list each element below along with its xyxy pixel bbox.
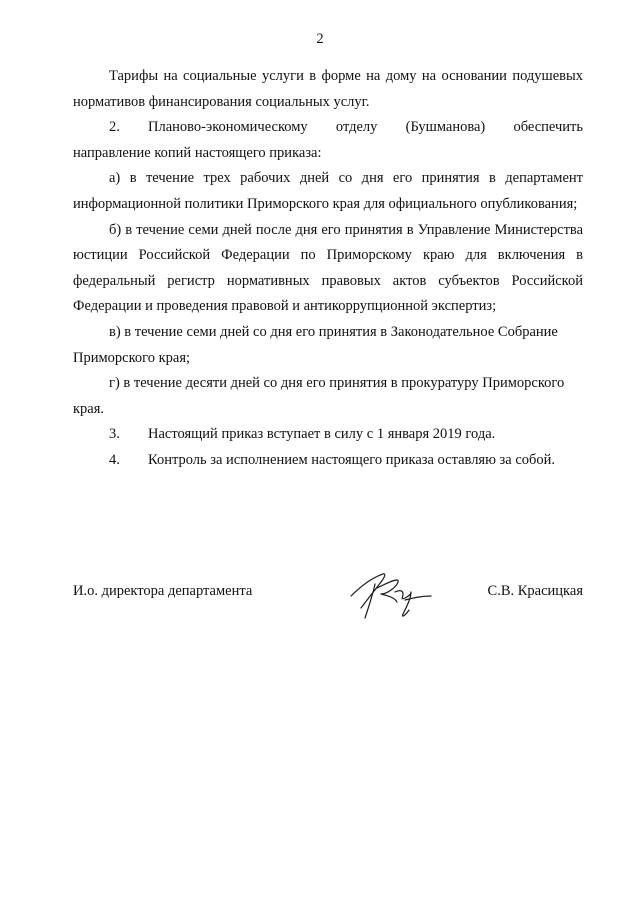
item-text: Контроль за исполнением настоящего приказа оставляю за собой. [148, 451, 556, 468]
item-text: Настоящий приказ вступает в силу с 1 января 2019 года. [148, 426, 496, 443]
signatory-title: И.о. директора департамента [73, 583, 253, 599]
item-3 [73, 422, 583, 448]
item-text: Планово-экономическому отделу (Бушманова) обеспечить направление копий настоящего приказа: [73, 119, 583, 161]
item-number: 3. [109, 426, 120, 443]
signatory-name: С.В. Красицкая [487, 583, 583, 599]
signature-block [73, 580, 583, 620]
item-2 [73, 115, 583, 166]
subitem-v: в) в течение семи дней со дня его принятия в Законодательное Собрание Приморского края; [73, 323, 558, 366]
subitem-b: б) в течение семи дней после дня его принятия в Управление Министерства юстиции Российской Федерации по Приморскому краю для включения в федеральный регистр нормативных правовых актов субъектов Российской Федерации и проведения правовой и антикоррупционной экспертиз; [73, 221, 583, 315]
document-body [73, 64, 583, 474]
item-number: 4. [109, 451, 120, 468]
paragraph-tariffs: Тарифы на социальные услуги в форме на дому на основании подушевых нормативов финансирования социальных услуг. [73, 68, 583, 110]
subitem-a: а) в течение трех рабочих дней со дня его принятия в департамент информационной политики Приморского края для официального опубликования; [73, 170, 583, 212]
item-number: 2. [109, 119, 120, 136]
handwritten-signature-icon [345, 566, 435, 624]
page-number: 2 [316, 31, 324, 47]
item-4 [73, 448, 583, 474]
subitem-g: г) в течение десяти дней со дня его принятия в прокуратуру Приморского края. [73, 375, 565, 417]
